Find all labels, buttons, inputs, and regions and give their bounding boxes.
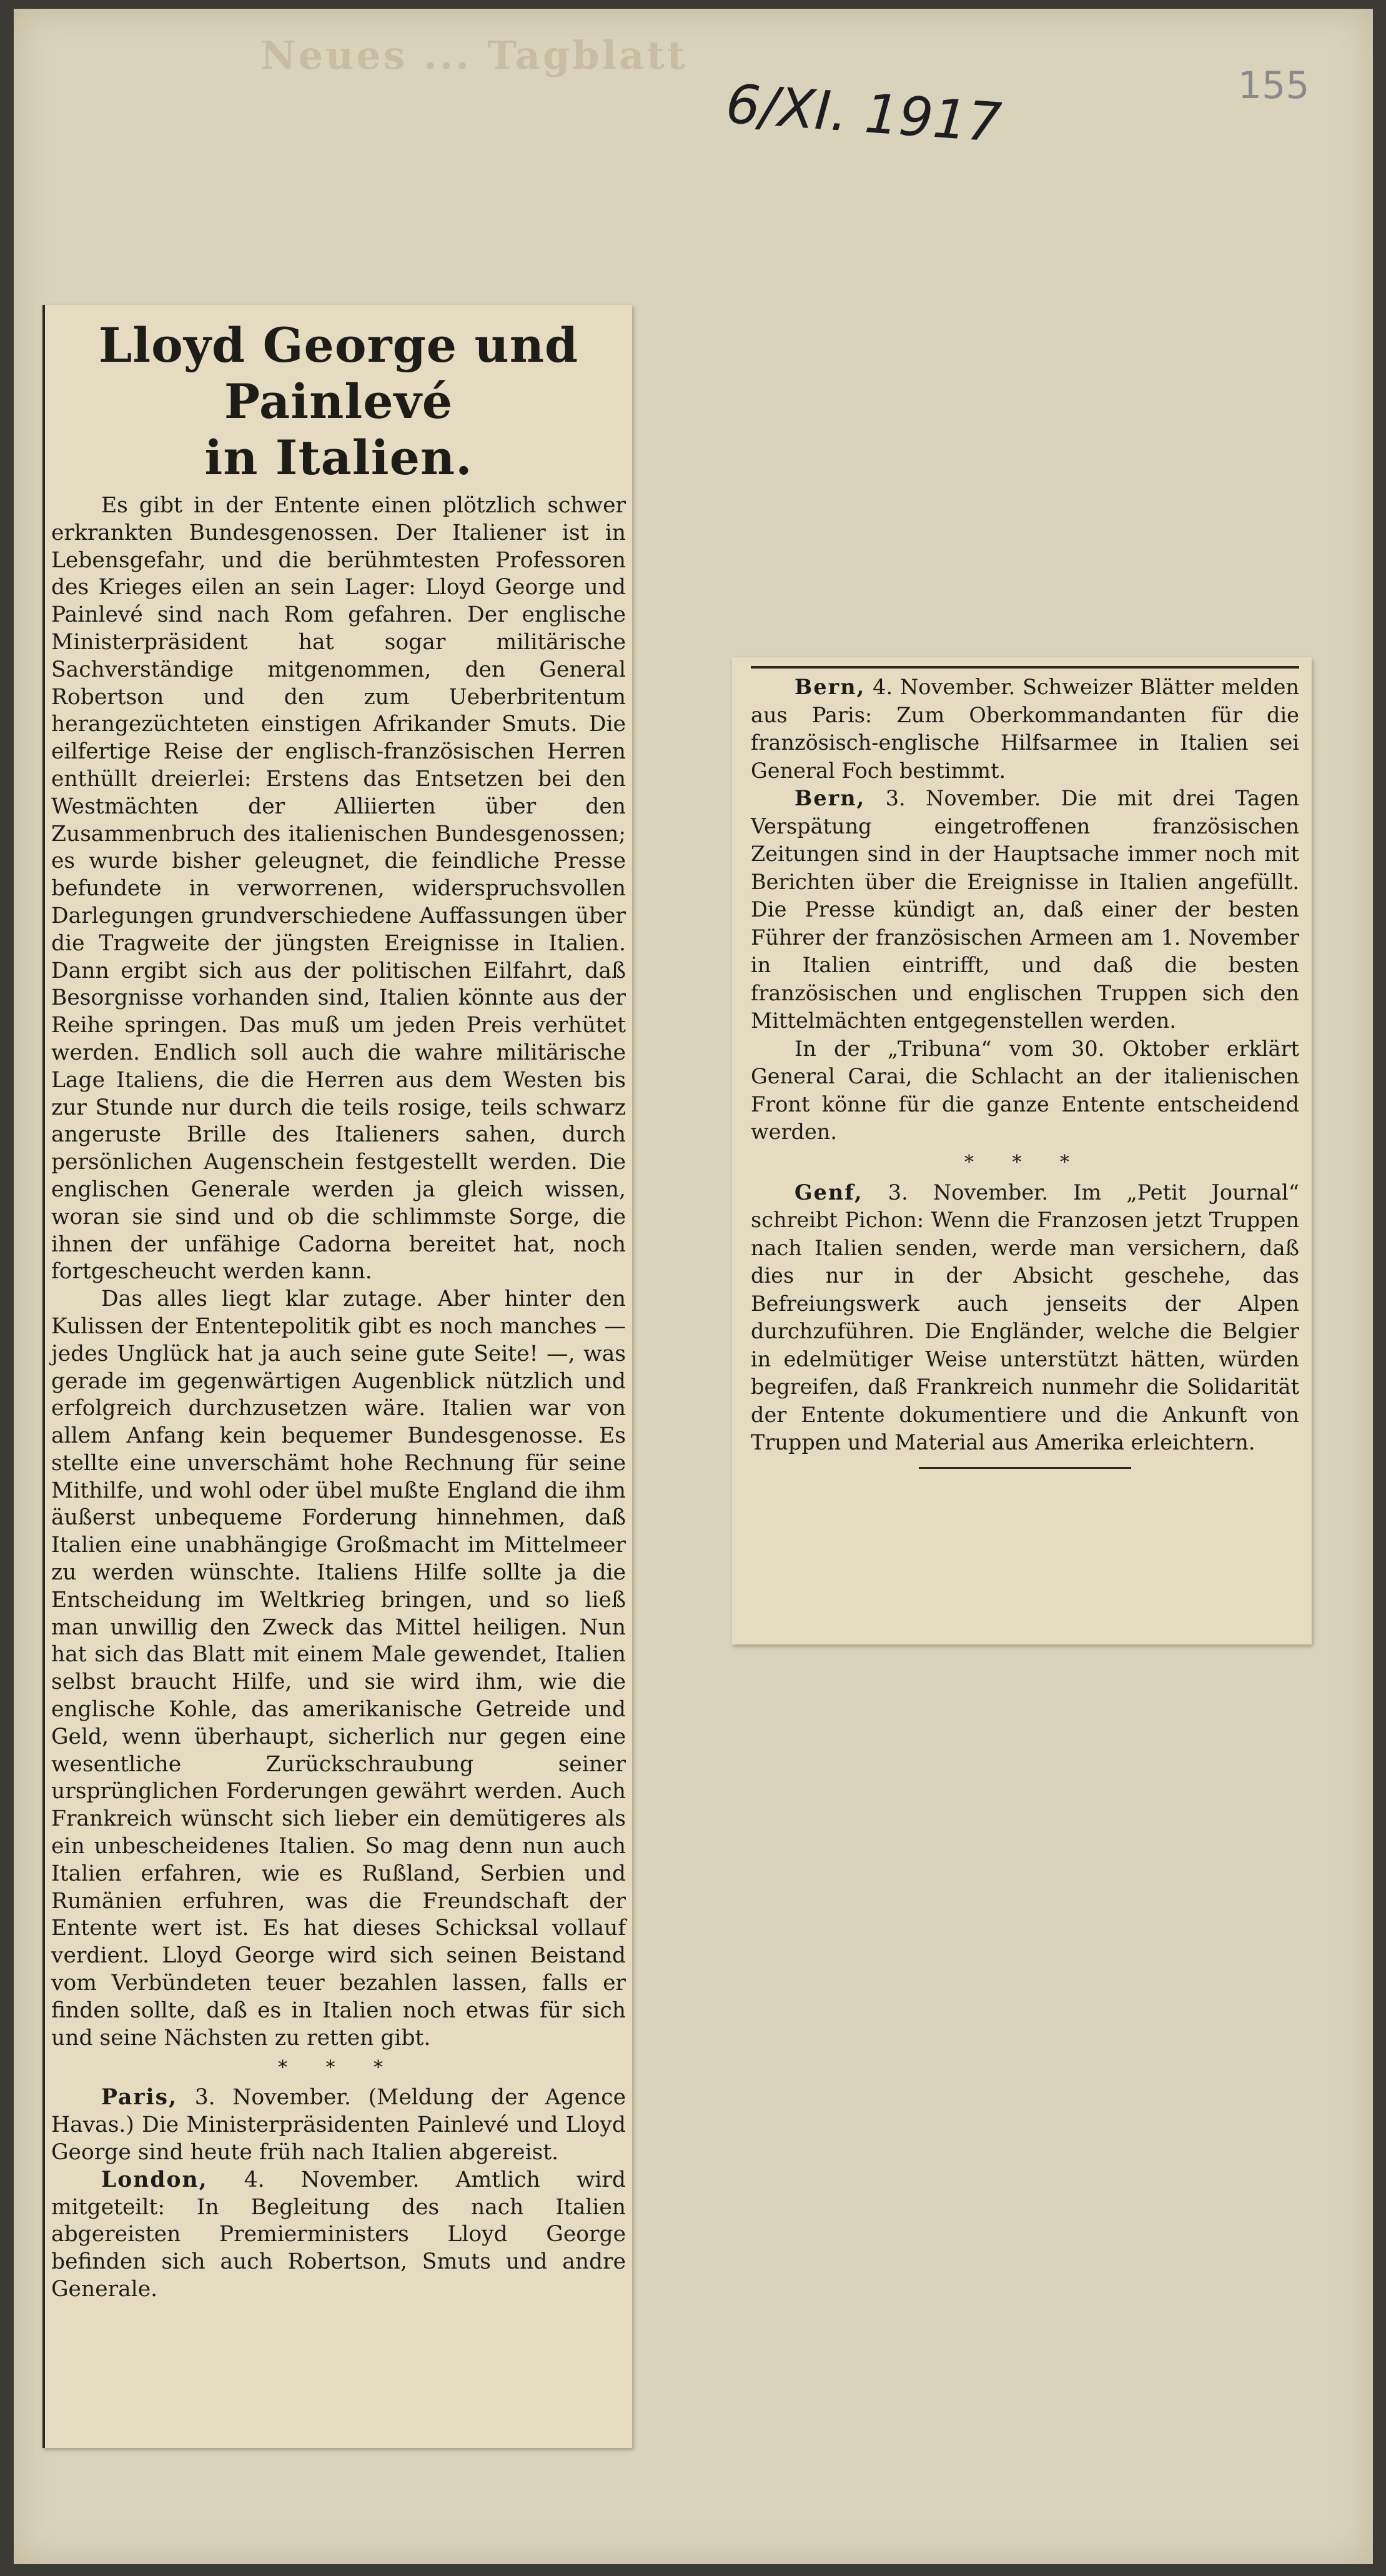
dispatch-bern-3 [751, 785, 1299, 1035]
top-rule [751, 666, 1299, 669]
dispatch-text: 3. November. (Meldung der Agence Havas.) Die Ministerpräsidenten Painlevé und Lloyd George sind heute früh nach Italien abgereist. [51, 2085, 626, 2166]
dispatch-place: Bern, [794, 675, 866, 699]
handwritten-date: 6/XI. 1917 [724, 72, 1004, 155]
faded-masthead: Neues ... Tagblatt [260, 32, 688, 78]
dispatch-bern-4 [751, 674, 1299, 785]
dispatch-text: In der „Tribuna“ vom 30. Oktober erklärt General Carai, die Schlacht an der italienischen Front könne für die ganze Entente entscheidend werden. [751, 1036, 1299, 1144]
headline-line-2: in Italien. [204, 430, 473, 485]
section-stars: * * * [964, 1151, 1086, 1173]
dispatch-place: Paris, [101, 2085, 178, 2111]
article-paragraph: Es gibt in der Entente einen plötzlich schwer erkrankten Bundesgenossen. Der Italiener ist in Lebensgefahr, und die berühmtesten Professoren des Krieges eilen an sein Lager: Lloyd George und Painlevé sind nach Rom gefahren. Der englische Ministerpräsident hat sogar militärische Sachverständige mitgenommen, den General Robertson und den zum Ueberbritentum herangezüchteten einstigen Afrikander Smuts. Die eilfertige Reise der englisch-französischen Herren enthüllt dreierlei: Erstens das Entsetzen bei den Westmächten der Alliierten über den Zusammenbruch des italienischen Bundesgenossen; es wurde bisher geleugnet, die feindliche Presse befundete in verworrenen, widerspruchsvollen Darlegungen grundverschiedene Auffassungen über die Tragweite der jüngsten Ereignisse in Italien. Dann ergibt sich aus der politischen Eilfahrt, daß Besorgnisse vorhanden sind, Italien könnte aus der Reihe springen. Das muß um jeden Preis verhütet werden. Endlich soll auch die wahre militärische Lage Italiens, die die Herren aus dem Westen bis zur Stunde nur durch die teils rosige, teils schwarz angeruste Brille des Italieners sahen, durch persönlichen Augenschein festgestellt werden. Die englischen Generale werden ja gleich wissen, woran sie sind und ob die schlimmste Sorge, die ihnen der unfähige Cadorna bereitet hat, noch fortgescheucht werden kann. [51, 493, 626, 1285]
left-clipping [42, 305, 632, 2448]
dispatch-place: London, [101, 2167, 208, 2192]
dispatch-place: Bern, [794, 786, 866, 810]
dispatch-text: 4. November. Schweizer Blätter melden aus Paris: Zum Oberkommandanten für die französisch-englische Hilfsarmee in Italien sei General Foch bestimmt. [751, 675, 1299, 783]
folio-number: 155 [1238, 64, 1310, 107]
dispatch-text: 4. November. Amtlich wird mitgeteilt: In Begleitung des nach Italien abgereisten Premierministers Lloyd George befinden sich auch Robertson, Smuts und andre Generale. [51, 2167, 626, 2302]
dispatch-paris [51, 2084, 626, 2166]
dispatch-genf [751, 1179, 1299, 1457]
section-stars: * * * [277, 2057, 400, 2079]
article-headline [51, 317, 626, 486]
right-clipping [732, 657, 1312, 1644]
dispatch-text: 3. November. Die mit drei Tagen Verspätung eingetroffenen französischen Zeitungen sind in der Hauptsache immer noch mit Berichten über die Ereignisse in Italien angefüllt. Die Presse kündigt an, daß einer der besten Führer der französischen Armeen am 1. November in Italien eintrifft, und daß die besten französischen und englischen Truppen sich den Mittelmächten entgegenstellen werden. [751, 786, 1299, 1033]
dispatch-place: Genf, [794, 1180, 863, 1205]
headline-line-1: Lloyd George und Painlevé [98, 317, 579, 429]
dispatch-text: 3. November. Im „Petit Journal“ schreibt Pichon: Wenn die Franzosen jetzt Truppen nach Italien senden, werde man versichern, daß dies nur in der Absicht geschehe, das Befreiungswerk auch jenseits der Alpen durchzuführen. Die Engländer, welche die Belgier in edelmütiger Weise unterstützt hätten, würden begreifen, daß Frankreich nunmehr die Solidarität der Entente dokumentiere und die Ankunft von Truppen und Material aus Amerika erleichtern. [751, 1180, 1299, 1455]
article-paragraph: Das alles liegt klar zutage. Aber hinter den Kulissen der Ententepolitik gibt es noch manches — jedes Unglück hat ja auch seine gute Seite! —, was gerade im gegenwärtigen Augenblick nützlich und erfolgreich durchzusetzen wäre. Italien war von allem Anfang kein bequemer Bundesgenosse. Es stellte eine unverschämt hohe Rechnung für seine Mithilfe, und wohl oder übel mußte England die ihm äußerst unbequeme Forderung hinnehmen, daß Italien eine unabhängige Großmacht im Mittelmeer zu werden wünschte. Italiens Hilfe sollte ja die Entscheidung im Weltkrieg bringen, und so ließ man unwillig den Zweck das Mittel heiligen. Nun hat sich das Blatt mit einem Male gewendet, Italien selbst braucht Hilfe, und sie wird ihm, wie die englische Kohle, das amerikanische Getreide und Geld, wenn überhaupt, sicherlich nur gegen eine wesentliche Zurückschraubung seiner ursprünglichen Forderungen gewährt werden. Auch Frankreich wünscht sich lieber ein demütigeres als ein unbescheidenes Italien. So mag denn nun auch Italien erfahren, wie es Rußland, Serbien und Rumänien erfuhren, was die Freundschaft der Entente wert ist. Es hat dieses Schicksal vollauf verdient. Lloyd George wird sich seinen Beistand vom Verbündeten teuer bezahlen lassen, falls er finden sollte, daß es in Italien noch etwas für sich und seine Nächsten zu retten gibt. [51, 1286, 626, 2051]
end-rule [919, 1467, 1131, 1469]
dispatch-london [51, 2167, 626, 2304]
dispatch-tribuna [751, 1035, 1299, 1146]
